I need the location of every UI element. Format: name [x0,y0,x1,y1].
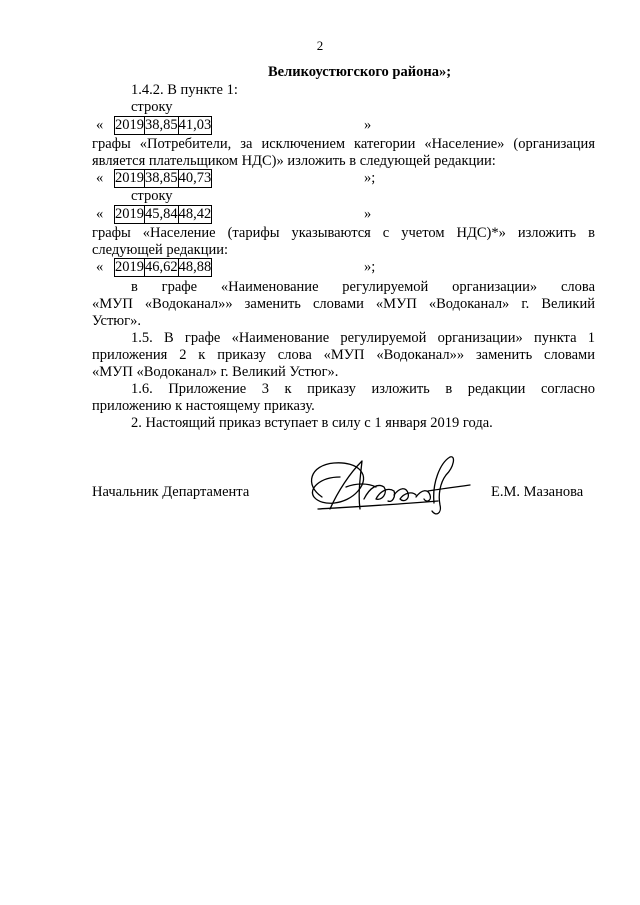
paragraph-1-6-line1: 1.6. Приложение 3 к приказу изложить в редакции согласно [131,381,595,397]
paragraph-grafy-population-line2: следующей редакции: [92,242,229,258]
tariff-half2-cell: 48,42 [178,206,212,222]
open-quote: « [96,117,104,133]
tariff-half1-cell: 46,62 [145,259,178,275]
heading-continuation: Великоустюгского района»; [268,64,452,80]
open-quote: « [96,259,104,275]
signer-title: Начальник Департамента [92,484,250,500]
paragraph-grafy-consumers-line2: является плательщиком НДС)» изложить в следующей редакции: [92,153,496,169]
item-1-4-2: 1.4.2. В пункте 1: [131,82,238,98]
close-quote-semicolon: »; [364,170,376,186]
page-number: 2 [316,38,324,53]
tariff-half2-cell: 41,03 [178,117,212,133]
row-label: строку [131,188,173,204]
tariff-table-1 [114,116,212,135]
tariff-half2-cell: 40,73 [178,170,212,186]
tariff-table-2 [114,169,212,188]
close-quote: » [364,117,372,133]
paragraph-grafy-population-line1: графы «Население (тарифы указываются с учетом НДС)*» изложить в [92,225,595,241]
tariff-table-4 [114,258,212,277]
year-cell: 2019 [115,170,144,186]
paragraph-1-5-line1: 1.5. В графе «Наименование регулируемой организации» пункта 1 [131,330,595,346]
paragraph-v-grafe-line2: «МУП «Водоканал»» заменить словами «МУП «Водоканал» г. Великий [92,296,595,312]
row-label: строку [131,99,173,115]
paragraph-v-grafe-line1: в графе «Наименование регулируемой организации» слова [131,279,595,295]
year-cell: 2019 [115,259,144,275]
paragraph-1-6-line2: приложению к настоящему приказу. [92,398,315,414]
paragraph-1-5-line2: приложения 2 к приказу слова «МУП «Водоканал»» заменить словами [92,347,595,363]
paragraph-v-grafe-line3: Устюг». [92,313,141,329]
paragraph-grafy-consumers-line1: графы «Потребители, за исключением категории «Население» (организация [92,136,595,152]
paragraph-1-5-line3: «МУП «Водоканал» г. Великий Устюг». [92,364,339,380]
paragraph-2: 2. Настоящий приказ вступает в силу с 1 января 2019 года. [131,415,493,431]
year-cell: 2019 [115,117,144,133]
signer-name: Е.М. Мазанова [491,484,584,500]
tariff-half1-cell: 38,85 [145,117,178,133]
signature-image [300,447,475,527]
tariff-table-3 [114,205,212,224]
open-quote: « [96,206,104,222]
tariff-half1-cell: 38,85 [145,170,178,186]
close-quote-semicolon: »; [364,259,376,275]
open-quote: « [96,170,104,186]
tariff-half2-cell: 48,88 [178,259,212,275]
year-cell: 2019 [115,206,144,222]
close-quote: » [364,206,372,222]
tariff-half1-cell: 45,84 [145,206,178,222]
